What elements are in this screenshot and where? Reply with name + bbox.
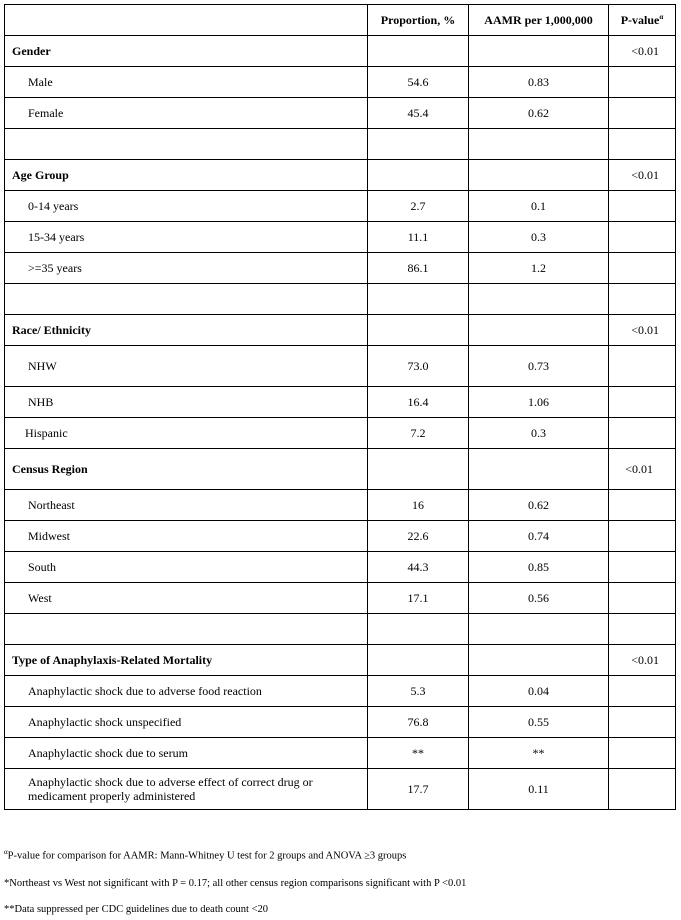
- row-pvalue: [609, 222, 676, 253]
- row-label-line2: medicament properly administered: [28, 789, 196, 803]
- row-aamr: [469, 315, 609, 346]
- row-label: [5, 284, 368, 315]
- table-row: [5, 676, 676, 707]
- table-row: [5, 583, 676, 614]
- row-proportion: [368, 645, 469, 676]
- row-pvalue: [609, 191, 676, 222]
- row-proportion: 54.6: [368, 67, 469, 98]
- row-label: Anaphylactic shock due to adverse food reaction: [5, 676, 368, 707]
- row-aamr: 0.83: [469, 67, 609, 98]
- header-pvalue: [609, 5, 676, 36]
- row-label: Midwest: [5, 521, 368, 552]
- row-aamr: [469, 614, 609, 645]
- row-aamr: 0.56: [469, 583, 609, 614]
- row-proportion: 16.4: [368, 387, 469, 418]
- row-pvalue: [609, 490, 676, 521]
- row-aamr: [469, 129, 609, 160]
- row-pvalue: [609, 552, 676, 583]
- footnote-pvalue-sup: α: [4, 848, 8, 856]
- header-aamr: AAMR per 1,000,000: [469, 5, 609, 36]
- row-aamr: 0.62: [469, 98, 609, 129]
- table-row: [5, 418, 676, 449]
- row-label: Female: [5, 98, 368, 129]
- table-row: [5, 222, 676, 253]
- row-proportion: [368, 315, 469, 346]
- row-aamr: 0.74: [469, 521, 609, 552]
- row-label: Hispanic: [5, 418, 368, 449]
- row-label: Gender: [5, 36, 368, 67]
- header-pvalue-sup: α: [659, 12, 664, 21]
- row-label: Anaphylactic shock due to serum: [5, 738, 368, 769]
- row-aamr: 0.11: [469, 769, 609, 810]
- row-label: 0-14 years: [5, 191, 368, 222]
- row-proportion: 17.1: [368, 583, 469, 614]
- row-label: [5, 129, 368, 160]
- table-row: [5, 67, 676, 98]
- table-row: [5, 98, 676, 129]
- row-aamr: 0.3: [469, 418, 609, 449]
- row-label: Male: [5, 67, 368, 98]
- table-row: [5, 552, 676, 583]
- table-row: [5, 769, 676, 810]
- row-aamr: **: [469, 738, 609, 769]
- row-aamr: 0.1: [469, 191, 609, 222]
- row-label: Anaphylactic shock unspecified: [5, 707, 368, 738]
- row-proportion: 44.3: [368, 552, 469, 583]
- row-aamr: 0.3: [469, 222, 609, 253]
- row-pvalue: [609, 284, 676, 315]
- row-label: >=35 years: [5, 253, 368, 284]
- row-aamr: [469, 284, 609, 315]
- row-aamr: 1.2: [469, 253, 609, 284]
- row-aamr: [469, 449, 609, 490]
- row-pvalue: [609, 676, 676, 707]
- row-pvalue: <0.01: [609, 160, 676, 191]
- table-header-row: [5, 5, 676, 36]
- header-label: [5, 5, 368, 36]
- mortality-table: [4, 4, 676, 810]
- footnote-pvalue: [4, 848, 406, 862]
- row-proportion: [368, 449, 469, 490]
- table-row: [5, 645, 676, 676]
- row-aamr: 0.85: [469, 552, 609, 583]
- row-label: NHW: [5, 346, 368, 387]
- row-pvalue: [609, 98, 676, 129]
- table-row-spacer: [5, 129, 676, 160]
- row-label: [5, 614, 368, 645]
- row-label: 15-34 years: [5, 222, 368, 253]
- row-aamr: [469, 645, 609, 676]
- table-row: [5, 707, 676, 738]
- row-proportion: 76.8: [368, 707, 469, 738]
- row-proportion: 45.4: [368, 98, 469, 129]
- footnote-suppressed: **Data suppressed per CDC guidelines due to death count <20: [4, 904, 268, 915]
- row-pvalue: <0.01: [609, 36, 676, 67]
- table-row: [5, 315, 676, 346]
- row-pvalue: [609, 769, 676, 810]
- table-row: [5, 387, 676, 418]
- row-pvalue: [609, 738, 676, 769]
- row-proportion: 16: [368, 490, 469, 521]
- row-pvalue: [609, 521, 676, 552]
- header-pvalue-text: P-value: [620, 12, 660, 27]
- row-aamr: 1.06: [469, 387, 609, 418]
- table-row-spacer: [5, 284, 676, 315]
- row-label: West: [5, 583, 368, 614]
- row-aamr: [469, 160, 609, 191]
- row-proportion: [368, 36, 469, 67]
- row-label: [5, 769, 368, 810]
- table-row: [5, 191, 676, 222]
- row-proportion: 73.0: [368, 346, 469, 387]
- row-aamr: 0.62: [469, 490, 609, 521]
- row-aamr: 0.04: [469, 676, 609, 707]
- row-proportion: [368, 129, 469, 160]
- row-label: Race/ Ethnicity: [5, 315, 368, 346]
- table-row: [5, 449, 676, 490]
- row-pvalue: [609, 583, 676, 614]
- table-row: [5, 160, 676, 191]
- table-row: [5, 346, 676, 387]
- row-pvalue: [609, 67, 676, 98]
- row-proportion: 7.2: [368, 418, 469, 449]
- row-proportion: 22.6: [368, 521, 469, 552]
- row-pvalue: <0.01: [609, 449, 676, 490]
- row-pvalue: [609, 253, 676, 284]
- row-pvalue: [609, 707, 676, 738]
- row-pvalue: [609, 346, 676, 387]
- row-proportion: [368, 160, 469, 191]
- row-pvalue: [609, 129, 676, 160]
- row-label: Age Group: [5, 160, 368, 191]
- row-label: Northeast: [5, 490, 368, 521]
- table-row: [5, 490, 676, 521]
- row-proportion: 5.3: [368, 676, 469, 707]
- row-label: NHB: [5, 387, 368, 418]
- row-aamr: [469, 36, 609, 67]
- row-pvalue: <0.01: [609, 315, 676, 346]
- table-row: [5, 36, 676, 67]
- row-label: South: [5, 552, 368, 583]
- row-proportion: 17.7: [368, 769, 469, 810]
- header-proportion: Proportion, %: [368, 5, 469, 36]
- row-proportion: [368, 614, 469, 645]
- row-label: Census Region: [5, 449, 368, 490]
- table-row: [5, 521, 676, 552]
- row-pvalue: [609, 418, 676, 449]
- row-label-line1: Anaphylactic shock due to adverse effect of correct drug or: [28, 775, 313, 789]
- row-proportion: 2.7: [368, 191, 469, 222]
- row-pvalue: [609, 614, 676, 645]
- table-row-spacer: [5, 614, 676, 645]
- row-aamr: 0.73: [469, 346, 609, 387]
- row-pvalue: [609, 387, 676, 418]
- footnote-census: *Northeast vs West not significant with P = 0.17; all other census region comparisons significant with P <0.01: [4, 878, 467, 889]
- row-proportion: [368, 284, 469, 315]
- footnote-pvalue-text: P-value for comparison for AAMR: Mann-Whitney U test for 2 groups and ANOVA ≥3 groups: [7, 850, 407, 862]
- table-row: [5, 253, 676, 284]
- row-label: Type of Anaphylaxis-Related Mortality: [5, 645, 368, 676]
- row-aamr: 0.55: [469, 707, 609, 738]
- row-pvalue: <0.01: [609, 645, 676, 676]
- row-proportion: **: [368, 738, 469, 769]
- row-proportion: 86.1: [368, 253, 469, 284]
- row-proportion: 11.1: [368, 222, 469, 253]
- table-row: [5, 738, 676, 769]
